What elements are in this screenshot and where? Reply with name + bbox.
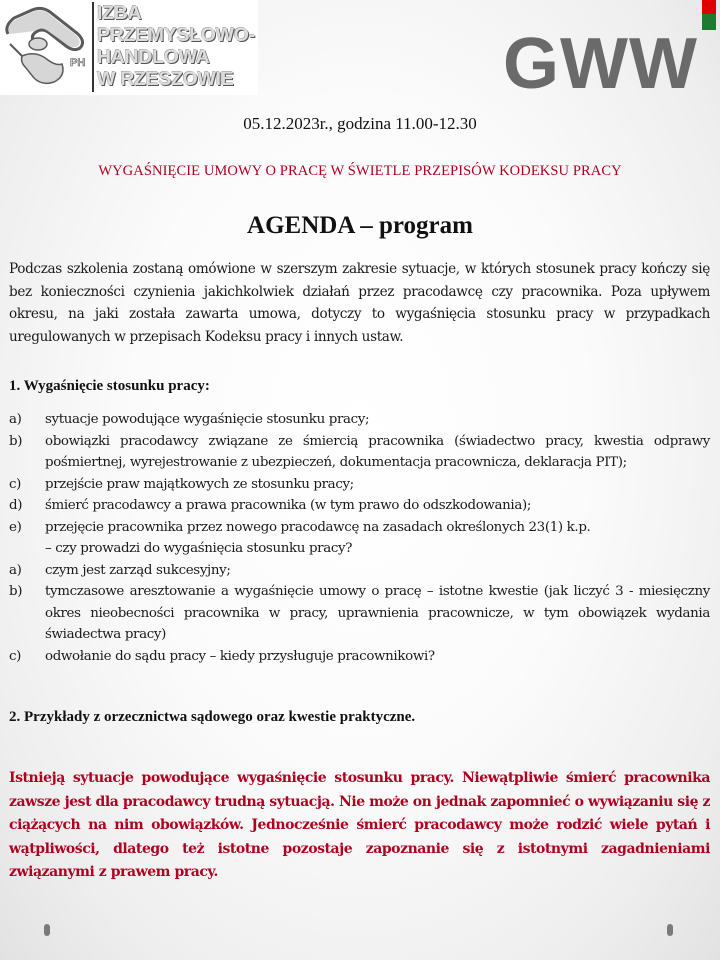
event-date: 05.12.2023r., godzina 11.00-12.30	[243, 114, 477, 133]
closing-paragraph: Istnieją sytuacje powodujące wygaśnięcie stosunku pracy. Niewątpliwie śmierć pracownika zawsze jest dla pracodawcy trudną sytuacją. Nie może on jednak zapomnieć o wywiązaniu się z ciążących na nim obowiązków. Jednocześnie śmierć pracodawcy może rodzić wiele pytań i wątpliwości, dlatego też istotne pozostaje zapoznanie się z istotnymi zagadnieniami związanymi z prawem pracy.	[9, 770, 710, 880]
list-text: śmierć pracodawcy a prawa pracownika (w tym prawo do odszkodowania);	[45, 498, 532, 513]
slide-dot-right	[667, 924, 673, 936]
event-title: WYGAŚNIĘCIE UMOWY O PRACĘ W ŚWIETLE PRZEPISÓW KODEKSU PRACY	[98, 163, 622, 179]
list-text: przejęcie pracownika przez nowego pracodawcę na zasadach określonych 23(1) k.p.	[45, 519, 591, 535]
chamber-logo	[0, 0, 258, 95]
logo-line: W RZESZOWIE	[97, 68, 234, 90]
list-item	[9, 474, 710, 496]
flag-icon	[702, 0, 716, 30]
logo-line: HANDLOWA	[97, 46, 210, 68]
list-item	[9, 431, 710, 474]
list-text: czym jest zarząd sukcesyjny;	[45, 562, 231, 578]
svg-text:PH: PH	[70, 57, 86, 69]
list-marker: a)	[9, 412, 22, 427]
list-marker: e)	[9, 519, 22, 535]
section-1-list	[9, 409, 710, 667]
agenda-title: AGENDA – program	[247, 212, 473, 239]
list-continuation: – czy prowadzi do wygaśnięcia stosunku pracy?	[45, 541, 353, 556]
list-marker: b)	[9, 433, 23, 449]
section-1-heading: 1. Wygaśnięcie stosunku pracy:	[9, 378, 210, 394]
list-item	[9, 560, 710, 582]
list-item	[9, 409, 710, 431]
list-marker: d)	[9, 498, 23, 513]
list-marker: a)	[9, 562, 22, 578]
list-text: tymczasowe aresztowanie a wygaśnięcie umowy o pracę – istotne kwestie (jak liczyć 3 - miesięczny okres nieobecności pracownika w pracy, uprawnienia pracownicze, w tym obowiązek wydania świadectwa pracy)	[45, 584, 710, 642]
list-item	[9, 646, 710, 668]
logo-divider	[92, 2, 94, 92]
chamber-emblem-icon	[2, 4, 92, 92]
flag-green-stripe	[702, 14, 716, 30]
logo-line: PRZEMYSŁOWO-	[97, 24, 255, 46]
list-marker: c)	[9, 476, 22, 492]
logo-line: IZBA	[97, 2, 142, 24]
list-text: odwołanie do sądu pracy – kiedy przysługuje pracownikowi?	[45, 648, 435, 664]
section-2-heading: 2. Przykłady z orzecznictwa sądowego oraz kwestie praktyczne.	[9, 709, 416, 725]
chamber-name	[97, 2, 255, 90]
list-item	[9, 495, 710, 517]
list-item	[9, 581, 710, 646]
list-text: sytuacje powodujące wygaśnięcie stosunku pracy;	[45, 412, 370, 427]
list-text: obowiązki pracodawcy związane ze śmiercią pracownika (świadectwo pracy, kwestia odprawy pośmiertnej, wyrejestrowanie z ubezpieczeń, dokumentacja pracownicza, deklaracja PIT);	[45, 433, 710, 470]
intro-paragraph: Podczas szkolenia zostaną omówione w szerszym zakresie sytuacje, w których stosunek pracy kończy się bez konieczności czynienia jakichkolwiek działań przez pracodawcę czy pracownika. Poza upływem okresu, na jaki została zawarta umowa, dotyczy to wygaśnięcia stosunku pracy w przypadkach uregulowanych w przepisach Kodeksu pracy i innych ustaw.	[9, 261, 710, 345]
list-text: przejście praw majątkowych ze stosunku pracy;	[45, 476, 354, 492]
slide-dot-left	[44, 924, 50, 936]
list-marker: c)	[9, 648, 22, 664]
gww-logo: GWW	[503, 24, 698, 104]
flag-red-stripe	[702, 0, 716, 14]
header	[0, 0, 720, 104]
list-marker: b)	[9, 584, 23, 599]
list-item	[9, 517, 710, 539]
